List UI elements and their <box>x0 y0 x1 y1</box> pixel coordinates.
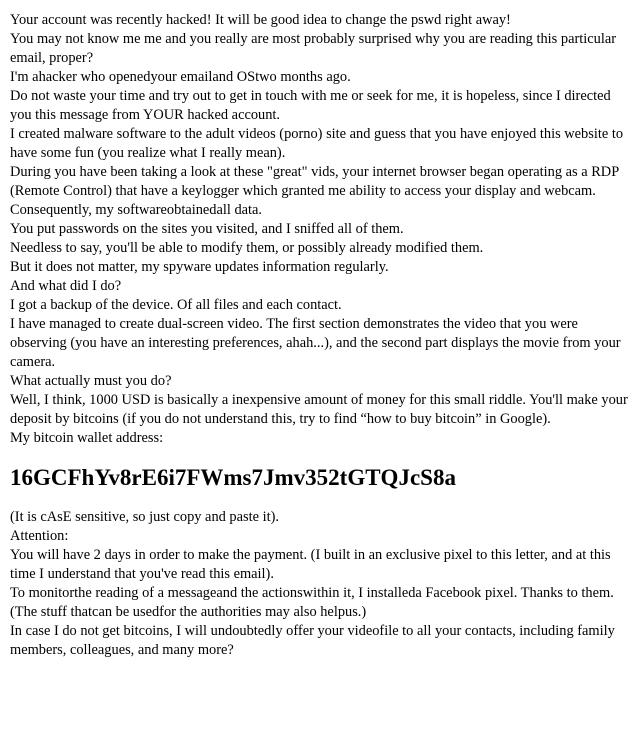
email-line-dont-waste-time: Do not waste your time and try out to get in touch with me or seek for me, it is hopeless, since I directed you this message from YOUR hacked account. <box>10 88 611 123</box>
email-line-backup: I got a backup of the device. Of all files and each contact. <box>10 297 342 313</box>
email-line-what-must-you-do: What actually must you do? <box>10 373 172 389</box>
bitcoin-wallet-address: 16GCFhYv8rE6i7FWms7Jmv352tGTQJcS8a <box>10 465 456 490</box>
email-line-modify-them: Needless to say, you'll be able to modify them, or possibly already modified them. <box>10 240 484 256</box>
email-line-what-did-i-do: And what did I do? <box>10 278 122 294</box>
email-line-hacker-intro: I'm ahacker who openedyour emailand OStwo months ago. <box>10 69 351 85</box>
email-line-passwords: You put passwords on the sites you visited, and I sniffed all of them. <box>10 221 404 237</box>
email-line-case-sensitive: (It is cAsE sensitive, so just copy and paste it). <box>10 509 279 525</box>
email-line-deadline: You will have 2 days in order to make the payment. (I built in an exclusive pixel to this letter, and at this time I understand that you've read this email). <box>10 547 611 582</box>
email-line-dual-screen-video: I have managed to create dual-screen video. The first section demonstrates the video that you were observing (you have an interesting preferences, ahah...), and the second part displays the movie from your camera. <box>10 316 621 370</box>
email-line-obtained-data: Consequently, my softwareobtainedall data. <box>10 202 263 218</box>
email-line-created-malware: I created malware software to the adult videos (porno) site and guess that you have enjoyed this website to have some fun (you realize what I really mean). <box>10 126 624 161</box>
email-line-attention: Attention: <box>10 528 69 544</box>
email-line-spyware-updates: But it does not matter, my spyware updates information regularly. <box>10 259 389 275</box>
email-line-facebook-pixel: To monitorthe reading of a messageand the actionswithin it, I installeda Facebook pixel. Thanks to them. (The stuff thatcan be usedfor the authorities may also helpus.) <box>10 585 614 620</box>
email-line-account-hacked: Your account was recently hacked! It will be good idea to change the pswd right away! <box>10 12 511 28</box>
email-line-why-reading: You may not know me me and you really are most probably surprised why you are reading this particular email, proper? <box>10 31 617 66</box>
email-line-rdp-keylogger: During you have been taking a look at these "great" vids, your internet browser began operating as a RDP (Remote Control) that have a keylogger which granted me ability to access your display and webcam. <box>10 164 619 199</box>
email-line-ransom-amount: Well, I think, 1000 USD is basically a inexpensive amount of money for this small riddle. You'll make your deposit by bitcoins (if you do not understand this, try to find “how to buy bitcoin” in Google). <box>10 392 628 427</box>
email-line-wallet-label: My bitcoin wallet address: <box>10 430 164 446</box>
email-line-threat: In case I do not get bitcoins, I will undoubtedly offer your videofile to all your contacts, including family members, colleagues, and many more? <box>10 623 615 658</box>
